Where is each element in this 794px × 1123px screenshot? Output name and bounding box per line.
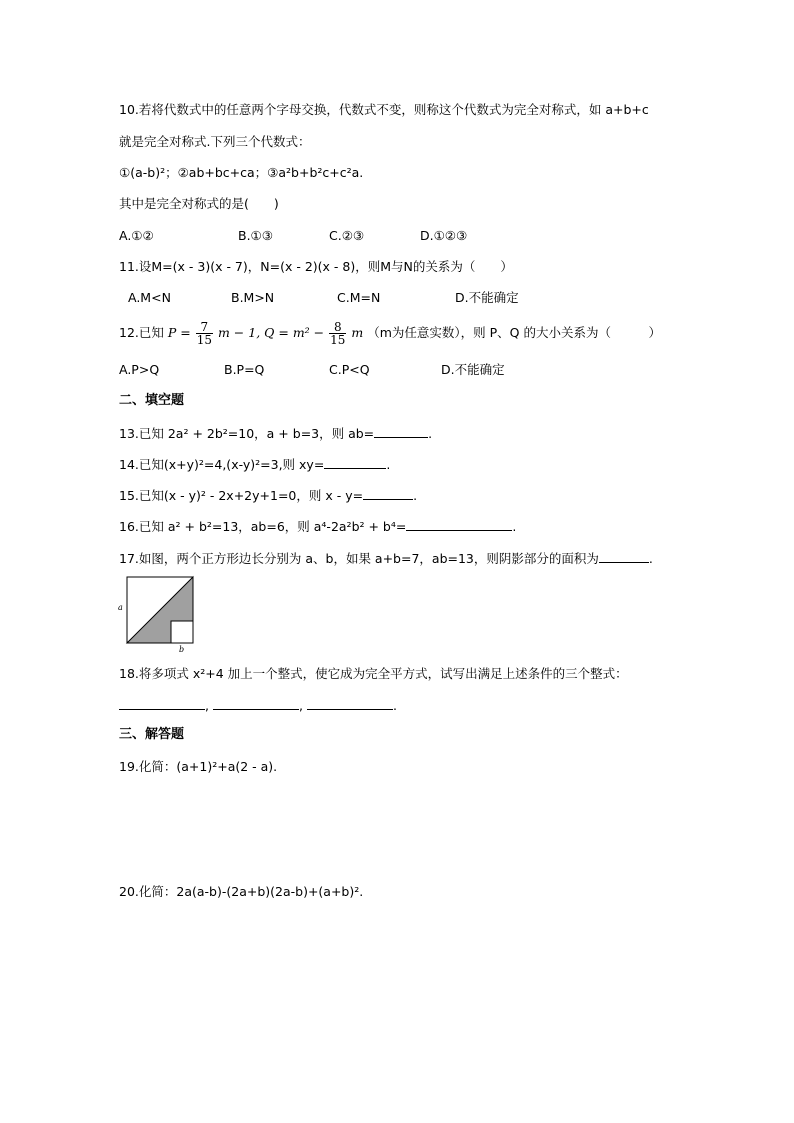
q16-period: .: [512, 519, 517, 534]
q17-period: .: [648, 551, 653, 566]
q12-option-d: D.不能确定: [441, 362, 505, 377]
q18-sep-1: ,: [205, 698, 209, 713]
q13: [119, 425, 432, 442]
q15: [119, 487, 417, 504]
q12-option-a: A.P>Q: [119, 362, 160, 377]
q14-text: 14.已知(x+y)²=4,(x-y)²=3,则 xy=: [119, 457, 325, 472]
q12-frac1-denominator: 15: [196, 333, 212, 347]
q18-answer-blank-2: [213, 697, 299, 710]
q12-fraction-2: [329, 321, 346, 346]
q11-option-a: A.M<N: [128, 290, 171, 305]
q14-period: .: [386, 457, 391, 472]
q18-answer-blank-3: [307, 697, 393, 710]
section2-heading: 二、填空题: [119, 393, 185, 408]
q12-frac2-numerator: 8: [329, 321, 346, 334]
section3-heading: 三、解答题: [119, 727, 185, 742]
q12-m-var: m: [351, 325, 364, 340]
q12-prefix: 12.已知: [119, 325, 164, 340]
q18-answer-blank-1: [119, 697, 205, 710]
q10-option-a: A.①②: [119, 228, 154, 243]
q12-frac1-numerator: 7: [196, 321, 213, 334]
q15-period: .: [413, 488, 418, 503]
q10-line1: 10.若将代数式中的任意两个字母交换，代数式不变，则称这个代数式为完全对称式，如 a+b+c: [119, 102, 649, 117]
q10-line3: ①(a-b)²；②ab+bc+ca；③a²b+b²c+c²a.: [119, 165, 364, 180]
q17-text: 17.如图，两个正方形边长分别为 a、b，如果 a+b=7，ab=13，则阴影部分的面积为: [119, 551, 599, 566]
q12-fraction-1: [196, 321, 213, 346]
q14-answer-blank: [324, 456, 386, 469]
q10-line4: 其中是完全对称式的是( ): [119, 196, 279, 211]
q14: [119, 456, 390, 473]
q15-text: 15.已知(x - y)² - 2x+2y+1=0，则 x - y=: [119, 488, 364, 503]
q12-option-b: B.P=Q: [224, 362, 265, 377]
q12-suffix: （m为任意实数），则 P、Q 的大小关系为（ ）: [367, 325, 661, 340]
q18-blanks: [119, 697, 397, 714]
q20: 20.化简：2a(a-b)-(2a+b)(2a-b)+(a+b)².: [119, 884, 364, 899]
q10-option-c: C.②③: [329, 228, 365, 243]
q18-sep-2: ,: [298, 698, 303, 713]
q11-stem: 11.设M=(x - 3)(x - 7)，N=(x - 2)(x - 8)，则M与N的关系为（ ）: [119, 259, 513, 274]
q12-frac2-denominator: 15: [330, 333, 346, 347]
label-b: b: [179, 645, 185, 654]
q16-answer-blank: [406, 518, 512, 531]
q17: [119, 550, 653, 567]
q16: [119, 518, 516, 535]
q12-option-c: C.P<Q: [329, 362, 370, 377]
q19: 19.化简：(a+1)²+a(2 - a).: [119, 759, 278, 774]
q10-option-b: B.①③: [238, 228, 273, 243]
q10-option-d: D.①②③: [420, 228, 468, 243]
q16-text: 16.已知 a² + b²=13，ab=6，则 a⁴-2a²b² + b⁴=: [119, 519, 407, 534]
q11-option-d: D.不能确定: [455, 290, 519, 305]
q17-figure: [116, 574, 198, 654]
q12-stem: [119, 318, 661, 348]
q11-option-c: C.M=N: [337, 290, 381, 305]
q12-mid: m − 1, Q = m² −: [217, 325, 325, 340]
q12-p-lhs: P =: [167, 325, 191, 340]
q13-text: 13.已知 2a² + 2b²=10，a + b=3，则 ab=: [119, 426, 375, 441]
q13-answer-blank: [374, 425, 428, 438]
q11-option-b: B.M>N: [231, 290, 275, 305]
q18-stem: 18.将多项式 x²+4 加上一个整式，使它成为完全平方式，试写出满足上述条件的三个整式：: [119, 666, 628, 681]
label-a: a: [118, 603, 123, 612]
q17-answer-blank: [599, 550, 649, 563]
q18-period: .: [392, 698, 397, 713]
q15-answer-blank: [363, 487, 413, 500]
q10-line2: 就是完全对称式.下列三个代数式：: [119, 134, 311, 149]
q13-period: .: [428, 426, 433, 441]
